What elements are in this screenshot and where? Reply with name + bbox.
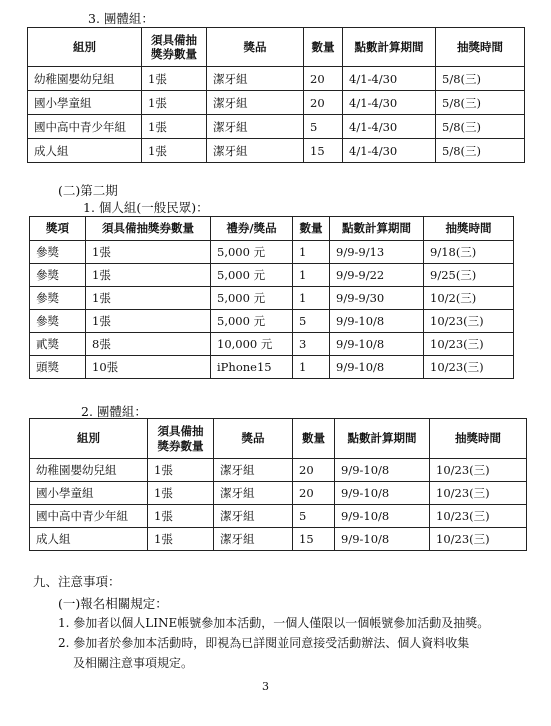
notes-heading: 九、注意事項：	[33, 574, 121, 589]
group-prize-table-period1	[27, 27, 525, 163]
header-ticket-count: 須具備抽 獎券數量	[148, 419, 214, 459]
cell-prize: 潔牙組	[214, 505, 293, 528]
period2-heading: (二)第二期	[58, 183, 118, 198]
cell-prize: 潔牙組	[207, 115, 304, 139]
cell-tickets: 1張	[86, 310, 211, 333]
cell-prize: 10,000 元	[211, 333, 293, 356]
cell-period: 9/9-10/8	[335, 482, 430, 505]
cell-period: 4/1-4/30	[343, 91, 436, 115]
cell-prize: iPhone15	[211, 356, 293, 379]
cell-period: 9/9-10/8	[330, 333, 424, 356]
table-row	[30, 459, 527, 482]
table-row	[30, 264, 514, 287]
cell-award: 參獎	[30, 287, 86, 310]
cell-draw-time: 9/25(三)	[424, 264, 514, 287]
header-voucher-prize: 禮券/獎品	[211, 217, 293, 241]
group-section-heading: 3. 團體組：	[88, 11, 154, 26]
cell-tickets: 10張	[86, 356, 211, 379]
cell-group: 國中高中青少年組	[30, 505, 148, 528]
table-row	[28, 67, 525, 91]
cell-draw-time: 10/23(三)	[430, 459, 527, 482]
cell-quantity: 20	[304, 91, 343, 115]
header-points-period: 點數計算期間	[335, 419, 430, 459]
cell-tickets: 1張	[148, 459, 214, 482]
cell-tickets: 1張	[148, 528, 214, 551]
header-draw-time: 抽獎時間	[430, 419, 527, 459]
cell-quantity: 20	[293, 482, 335, 505]
header-ticket-count: 須具備抽 獎券數量	[142, 28, 207, 67]
cell-draw-time: 9/18(三)	[424, 241, 514, 264]
cell-period: 4/1-4/30	[343, 67, 436, 91]
cell-group: 幼稚園嬰幼兒組	[28, 67, 142, 91]
cell-period: 9/9-9/30	[330, 287, 424, 310]
individual-prize-table	[29, 216, 514, 379]
cell-group: 國中高中青少年組	[28, 115, 142, 139]
note-item: 2. 參加者於參加本活動時，即視為已詳閱並同意接受活動辦法、個人資料收集	[58, 636, 470, 650]
cell-award: 參獎	[30, 310, 86, 333]
cell-period: 4/1-4/30	[343, 139, 436, 163]
individual-section-heading: 1. 個人組(一般民眾)：	[83, 200, 209, 215]
cell-quantity: 20	[293, 459, 335, 482]
cell-quantity: 15	[293, 528, 335, 551]
cell-draw-time: 10/23(三)	[424, 310, 514, 333]
cell-quantity: 1	[293, 264, 330, 287]
cell-prize: 潔牙組	[214, 528, 293, 551]
cell-quantity: 1	[293, 241, 330, 264]
cell-prize: 5,000 元	[211, 264, 293, 287]
cell-quantity: 20	[304, 67, 343, 91]
cell-prize: 潔牙組	[207, 67, 304, 91]
cell-tickets: 1張	[142, 139, 207, 163]
cell-prize: 潔牙組	[214, 459, 293, 482]
cell-quantity: 5	[304, 115, 343, 139]
table-header-row	[30, 217, 514, 241]
header-group: 組別	[30, 419, 148, 459]
cell-group: 國小學童組	[28, 91, 142, 115]
cell-draw-time: 5/8(三)	[436, 139, 525, 163]
cell-award: 參獎	[30, 264, 86, 287]
cell-period: 9/9-10/8	[335, 505, 430, 528]
header-points-period: 點數計算期間	[343, 28, 436, 67]
cell-tickets: 1張	[86, 287, 211, 310]
header-quantity: 數量	[293, 419, 335, 459]
cell-draw-time: 5/8(三)	[436, 115, 525, 139]
cell-draw-time: 10/2(三)	[424, 287, 514, 310]
table-row	[30, 505, 527, 528]
table-row	[28, 139, 525, 163]
notes-subheading: (一)報名相關規定：	[58, 596, 168, 611]
cell-quantity: 1	[293, 356, 330, 379]
cell-tickets: 1張	[142, 67, 207, 91]
cell-draw-time: 10/23(三)	[430, 505, 527, 528]
cell-draw-time: 10/23(三)	[430, 482, 527, 505]
header-group: 組別	[28, 28, 142, 67]
note-item-continued: 及相關注意事項規定。	[73, 656, 194, 670]
cell-quantity: 5	[293, 310, 330, 333]
cell-period: 9/9-10/8	[335, 459, 430, 482]
cell-group: 幼稚園嬰幼兒組	[30, 459, 148, 482]
note-item: 1. 參加者以個人LINE帳號參加本活動，一個人僅限以一個帳號參加活動及抽獎。	[58, 616, 490, 630]
group-prize-table-period2	[29, 418, 527, 551]
cell-period: 9/9-10/8	[330, 310, 424, 333]
cell-quantity: 3	[293, 333, 330, 356]
cell-period: 9/9-9/13	[330, 241, 424, 264]
table-row	[30, 356, 514, 379]
header-prize: 獎品	[214, 419, 293, 459]
cell-group: 國小學童組	[30, 482, 148, 505]
header-quantity: 數量	[304, 28, 343, 67]
header-draw-time: 抽獎時間	[436, 28, 525, 67]
table-row	[28, 91, 525, 115]
cell-draw-time: 5/8(三)	[436, 67, 525, 91]
cell-draw-time: 10/23(三)	[424, 356, 514, 379]
table-row	[30, 482, 527, 505]
cell-award: 頭獎	[30, 356, 86, 379]
cell-prize: 潔牙組	[207, 91, 304, 115]
cell-prize: 5,000 元	[211, 287, 293, 310]
header-draw-time: 抽獎時間	[424, 217, 514, 241]
cell-tickets: 8張	[86, 333, 211, 356]
page-number: 3	[262, 680, 269, 693]
cell-tickets: 1張	[148, 482, 214, 505]
cell-group: 成人組	[30, 528, 148, 551]
header-quantity: 數量	[293, 217, 330, 241]
cell-draw-time: 10/23(三)	[424, 333, 514, 356]
cell-prize: 潔牙組	[214, 482, 293, 505]
table-header-row	[28, 28, 525, 67]
cell-period: 9/9-10/8	[335, 528, 430, 551]
table-header-row	[30, 419, 527, 459]
cell-tickets: 1張	[86, 264, 211, 287]
header-prize: 獎品	[207, 28, 304, 67]
cell-quantity: 1	[293, 287, 330, 310]
table-row	[30, 310, 514, 333]
header-award: 獎項	[30, 217, 86, 241]
cell-draw-time: 5/8(三)	[436, 91, 525, 115]
cell-period: 9/9-10/8	[330, 356, 424, 379]
table-row	[30, 333, 514, 356]
cell-group: 成人組	[28, 139, 142, 163]
cell-quantity: 5	[293, 505, 335, 528]
cell-draw-time: 10/23(三)	[430, 528, 527, 551]
table-row	[30, 528, 527, 551]
cell-tickets: 1張	[86, 241, 211, 264]
cell-quantity: 15	[304, 139, 343, 163]
table-row	[28, 115, 525, 139]
group2-section-heading: 2. 團體組：	[81, 404, 147, 419]
header-ticket-count: 須具備抽獎券數量	[86, 217, 211, 241]
cell-prize: 5,000 元	[211, 241, 293, 264]
cell-award: 貳獎	[30, 333, 86, 356]
cell-tickets: 1張	[142, 91, 207, 115]
cell-tickets: 1張	[148, 505, 214, 528]
header-points-period: 點數計算期間	[330, 217, 424, 241]
cell-period: 9/9-9/22	[330, 264, 424, 287]
cell-tickets: 1張	[142, 115, 207, 139]
table-row	[30, 287, 514, 310]
cell-prize: 潔牙組	[207, 139, 304, 163]
cell-period: 4/1-4/30	[343, 115, 436, 139]
cell-award: 參獎	[30, 241, 86, 264]
table-row	[30, 241, 514, 264]
cell-prize: 5,000 元	[211, 310, 293, 333]
